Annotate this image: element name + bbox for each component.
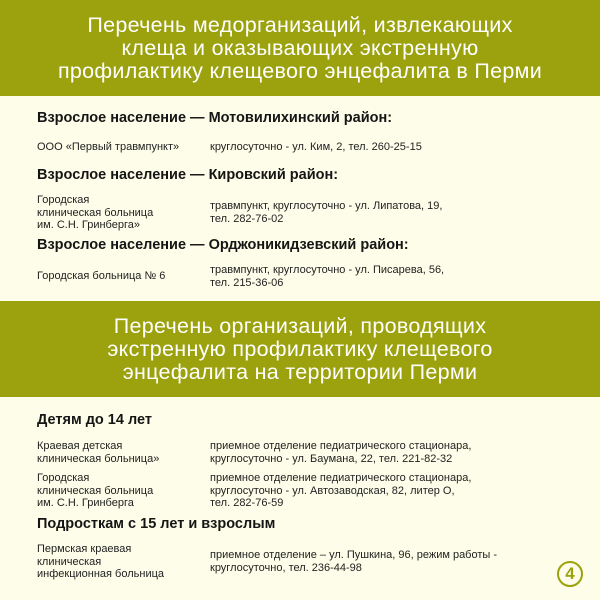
title-line: энцефалита на территории Перми	[122, 359, 478, 384]
org-info: приемное отделение – ул. Пушкина, 96, режим работы - круглосуточно, тел. 236-44-98	[210, 549, 498, 574]
org-name: Городская клиническая больница им. С.Н. Гринберга	[37, 472, 154, 509]
org-info: приемное отделение педиатрического стационара, круглосуточно - ул. Автозаводская, 82, литер О, тел. 282-76-59	[210, 472, 472, 509]
section1-title	[58, 14, 542, 83]
group-heading-motovilikha: Взрослое население — Мотовилихинский район:	[37, 110, 393, 126]
org-name: Пермская краевая клиническая инфекционная больница	[37, 543, 165, 580]
group-heading-adults: Подросткам с 15 лет и взрослым	[37, 516, 276, 532]
org-info: круглосуточно - ул. Ким, 2, тел. 260-25-15	[210, 141, 422, 153]
group-heading-kirovsky: Взрослое население — Кировский район:	[37, 167, 339, 183]
org-name: Городская больница № 6	[37, 270, 166, 282]
title-line: Перечень организаций, проводящих	[113, 313, 487, 338]
group-heading-children: Детям до 14 лет	[37, 412, 152, 428]
section1-title-band	[0, 0, 600, 96]
org-info: травмпункт, круглосуточно - ул. Липатова, 19, тел. 282-76-02	[210, 200, 443, 225]
org-name: ООО «Первый травмпункт»	[37, 141, 180, 153]
org-info: приемное отделение педиатрического стационара, круглосуточно - ул. Баумана, 22, тел. 221-82-32	[210, 440, 472, 465]
title-line: профилактику клещевого энцефалита в Перми	[57, 58, 543, 83]
title-line: экстренную профилактику клещевого	[107, 336, 493, 361]
org-name: Городская клиническая больница им. С.Н. Гринберга»	[37, 194, 154, 231]
org-name: Краевая детская клиническая больница»	[37, 440, 160, 465]
group-heading-ordzhonikidzevsky: Взрослое население — Орджоникидзевский район:	[37, 237, 409, 253]
title-line: клеща и оказывающих экстренную	[121, 35, 479, 60]
page-number-badge: 4	[557, 561, 583, 587]
section2-title-band	[0, 301, 600, 397]
section2-title	[107, 315, 492, 384]
org-info: травмпункт, круглосуточно - ул. Писарева, 56, тел. 215-36-06	[210, 264, 445, 289]
title-line: Перечень медорганизаций, извлекающих	[87, 12, 513, 37]
